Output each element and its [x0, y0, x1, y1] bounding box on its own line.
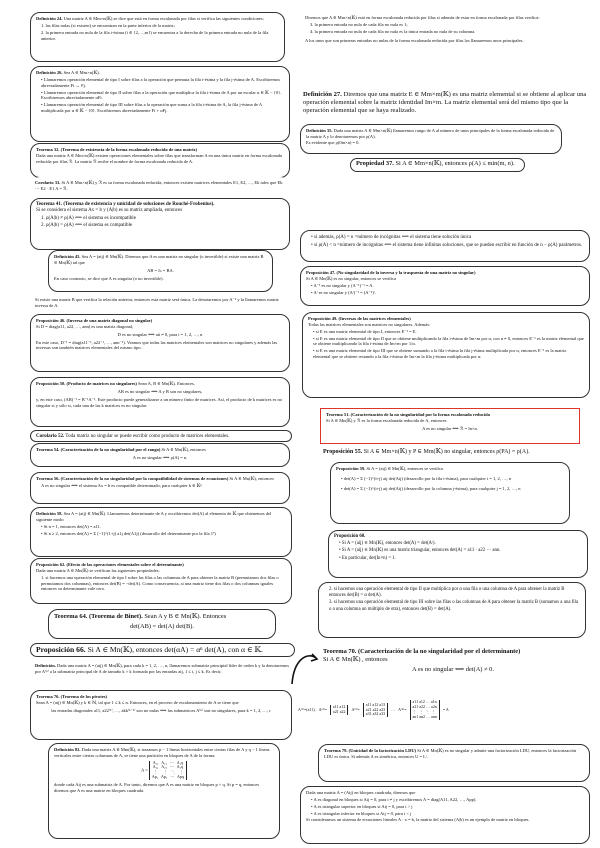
def-45-equation: AB = Iₙ = BA.: [147, 267, 174, 273]
thm-51-equation: A es no singular ⟺ ℛ = In×n.: [422, 425, 478, 431]
def-35-body: Dada una matriz A ∈ Mm×n(𝕂) llamaremos rango de A al número de unos principales de la forma escalonada reducida de la matriz A y lo denotaremos por ρ(A).: [306, 128, 555, 139]
prop-50-title: Proposición 50. (Producto de matrices no singulares): [36, 381, 137, 386]
lead-an-label: A⁽ⁿ⁾=: [398, 707, 407, 713]
cor-33-title: Corolario 33.: [35, 180, 61, 185]
def-leading-title: Definición.: [35, 663, 56, 668]
def-58-item-2: • Si n ≥ 2, entonces det(A) = Σ (−1)^(1+j) a1j det(A1j) (desarrollo del determinante por la fila 1ª): [41, 530, 216, 536]
prop-66-box: [30, 643, 295, 657]
prop-49-item-1: • si E es una matriz elemental de tipo I, entonces E⁻¹ = E.: [313, 328, 417, 334]
thm-51-box: [320, 408, 580, 444]
def-26-title: Definición 26.: [36, 70, 63, 75]
cor-52-box: [30, 430, 292, 442]
prop-47-box: [300, 266, 590, 306]
lead-a1-label: A⁽¹⁾=(a11),: [298, 707, 316, 713]
prop-46-title: Proposición 46. (Inversa de una matriz diagonal no singular): [36, 318, 153, 323]
cor-52-title: Corolario 52.: [36, 434, 65, 439]
def-26-body: Sea A ∈ Mm×n(𝕂).: [63, 70, 100, 75]
prop-62-item-3: 3. si hacemos una operación elemental de tipo III sobre las filas o las columnas de A para obtener la matriz B (sumamos a una fila o a una columna un múltiplo de otra), entonces det(B) = det(A).: [329, 600, 579, 612]
def-26-item-2: • Llamaremos operación elemental de tipo II sobre filas a la operación que multiplica la fila i-ésima de A por un escalar α ∈ 𝕂 − {0}. Escribiremos abreviadamente αFi.: [41, 89, 282, 101]
def-82-title: Definición 82.: [54, 747, 81, 752]
def-58-body: Sea A = (aij) ∈ Mn(𝕂). Llamaremos determinante de A y escribiremos det(A) al elemento de 𝕂 que obtenemos del siguiente modo: [36, 511, 272, 522]
thm-41-title: Teorema 41. (Teorema de existencia y unicidad de soluciones de Rouché-Frobenius).: [36, 202, 215, 207]
prop-59-item-1: • det(A) = Σ (−1)^(i+j) aij det(Aij) (desarrollo por la fila i-ésima), para cualquier i = 1, 2, …, n: [341, 475, 512, 481]
block-types-box: [300, 786, 590, 844]
thm-64-body: Sean A y B ∈ Mn(𝕂). Entonces: [144, 613, 227, 620]
cor-33-box: [30, 177, 290, 197]
prop-59-box: [330, 462, 570, 524]
thm-56-body: Si A ∈ Mn(𝕂), entonces: [229, 476, 274, 481]
def-26-item-3: • Llamaremos operación elemental de tipo III sobre filas a la operación que suma a la fila i-ésima de A, la fila j-ésima de A multiplicada por α ∈ 𝕂 − {0}. Escribiremos abreviadamente Fi + αFj.: [41, 102, 262, 114]
def-45-note: En caso contrario, se dice que A es singular (o no invertible).: [54, 275, 164, 281]
def-reduced-note: A los unos que son primeras entradas no nulas de la forma escalonada reducida por filas los llamaremos unos principales.: [305, 37, 524, 43]
def-reduced-body: Diremos que A ∈ Mm×n(𝕂) está en forma escalonada reducida por filas si además de estar en forma escalonada por filas verifica:: [305, 15, 540, 20]
def-24-box: [30, 12, 285, 62]
prop-49-item-3: • si E es una matriz elemental de tipo III que se obtiene sumando a la fila i-ésima la fila j-ésima multiplicada por α, entonces E⁻¹ es la matriz elemental que se obtiene restando a la fila i-ésima de Im×m la fila j-ésima multiplicada por α.: [313, 348, 567, 360]
prop-62-body: Dada una matriz A ∈ Mn(𝕂) se verifican las siguientes propiedades:: [36, 567, 160, 573]
prop-37-body: Si A ∈ Mm×n(𝕂), entonces ρ(A) ≤ min(m, n).: [395, 160, 515, 167]
prop-60-item-3: • En particular, det(In×n) = 1.: [339, 555, 396, 561]
inverse-note: [30, 294, 290, 312]
def-82-body: Dada una matriz A ∈ Mm(𝕂), si trazamos p − 1 líneas horizontales entre ciertas filas de A y q − 1 líneas verticales entre ciertas columnas de A, se tiene una partición en bloques de A de la forma:: [54, 747, 270, 758]
def-27-box: [298, 88, 593, 120]
inverse-note-text: Si existe una matriz B que verifica la relación anterior, entonces esta matriz será única. La denotaremos por A⁻¹ y la llamaremos matriz inversa de A.: [35, 297, 279, 308]
prop-55-box: [320, 448, 590, 461]
prop-49-body: Todas las matrices elementales son matrices no singulares. Además:: [308, 321, 431, 327]
prop-66-title: Proposición 66.: [36, 645, 86, 654]
block-types-item-2: • A es triangular superior en bloques si Aij = 0, para i > j: [311, 803, 413, 809]
lead-an-matrix: a11 a12 … a1n a21 a22 … a2n ⋮ ⋮ ⋱ ⋮ an1 an2 … ann: [410, 700, 440, 719]
thm-70-title: Teorema 70. (Caracterización de la no singularidad por el determinante): [323, 648, 521, 655]
thm-54-box: [30, 443, 290, 467]
prop-46-note: En este caso, D⁻¹ = diag(a11⁻¹, a22⁻¹, …, ann⁻¹). Veamos que todas las matrices elementales son matrices no singulares y además las inversas son también matrices elementales del mismo tipo.: [36, 339, 278, 351]
thm-70-box: [318, 645, 588, 685]
thm-41-item-2: 2. ρ(A|b) = ρ(A) ⟺ el sistema es compatible: [41, 222, 133, 228]
def-24-item-1: 1. las filas nulas (si existen) se encuentran en la parte inferior de la matriz;: [41, 22, 175, 28]
prop-47-item-2: • Aᵗ es no singular y (Aᵗ)⁻¹ = (A⁻¹)ᵗ.: [311, 289, 376, 295]
prop-49-item-2: • si E es una matriz elemental de tipo II que se obtiene multiplicando la fila i-ésima de Im×m por α, con α ≠ 0, entonces E⁻¹ es la matriz elemental que se obtiene multiplicando la fila i-ésima de Im×m por 1/α.: [313, 335, 584, 347]
thm-79-body: Si A ∈ Mn(𝕂) es no singular y admite una factorización LDU, entonces la factorización LDU es única. Si además A es simétrica, entonces U = Lᵗ.: [324, 748, 577, 759]
prop-60-item-2: • Si A = (aij) ∈ Mn(𝕂) es una matriz triangular, entonces det(A) = a11 · a22 ⋯ ann.: [339, 548, 501, 554]
def-24-title: Definición 24.: [36, 16, 63, 21]
thm-41-box: [30, 198, 290, 250]
prop-37-title: Propiedad 37.: [356, 160, 394, 167]
thm-79-title: Teorema 79. (Unicidad de la factorización LDU): [324, 748, 417, 753]
def-45-body: Sea A = (aij) ∈ Mn(𝕂). Diremos que A es una matriz no singular (o invertible) si existe una matriz B ∈ Mn(𝕂) tal que: [54, 254, 264, 265]
prop-49-title: Proposición 49. (Inversas de las matrices elementales): [308, 316, 411, 321]
thm-70-body: Si A ∈ Mn(𝕂) , entonces: [323, 656, 388, 663]
prop-62-item-1: 1. si hacemos una operación elemental de tipo I sobre las filas o las columnas de A para obtener la matriz B (permutamos dos filas o permutamos dos columnas), entonces det(B) = −det(A). Como consecuencia, si una matriz tiene dos filas o dos columnas iguales entonces su determinante vale cero.: [41, 574, 279, 592]
block-matrix-label: A =: [141, 767, 148, 773]
prop-50-box: [30, 377, 290, 427]
prop-62-item-2: 2. si hacemos una operación elemental de tipo II que multiplica por α una fila o una columna de A para obtener la matriz B entonces det(B) = α det(A).: [329, 587, 565, 599]
lead-a3-label: A⁽³⁾=: [351, 707, 360, 713]
curved-arrow-icon: [290, 648, 320, 688]
prop-46-box: [30, 314, 290, 372]
def-leading-box: [30, 660, 295, 688]
prop-55-title: Proposición 55.: [323, 449, 363, 455]
def-82-note: donde cada Aij es una submatriz de A. Por tanto, diremos que A es una matriz en bloques p × q. Si p = q, entonces diremos que A es una matriz en bloques cuadrada.: [54, 781, 260, 793]
thm-56-box: [30, 472, 290, 504]
block-types-body: Dada una matriz A = (Aij) en bloques cuadrada, diremos que: [306, 790, 416, 795]
thm-32-body: Dada una matriz A ∈ Mm×n(𝕂) existen operaciones elementales sobre filas que transforman A en una única matriz en forma escalonada reducida por filas ℛ. La matriz ℛ recibe el nombre de forma escalonada reducida de A.: [36, 152, 282, 164]
leading-submatrices: [298, 693, 596, 727]
lead-a3-matrix: a11 a12 a13 a21 a22 a23 a31 a32 a33: [363, 703, 388, 717]
thm-79-box: [318, 744, 590, 782]
thm-54-equation: A es no singular ⟺ ρ(A) = n.: [132, 454, 188, 460]
prop-60-title: Proposición 60.: [334, 534, 366, 539]
def-35-title: Definición 35.: [306, 128, 333, 133]
def-leading-body: Dada una matriz A = (aij) ∈ Mn(𝕂), para cada k = 1, 2, …, n, llamaremos submatriz principial líder de orden k y la denotaremos por A⁽ᵏ⁾ a la submatriz principal de A de tamaño k × k formada por las entradas aij, 1 ≤ i, j ≤ k. Es decir,: [35, 663, 289, 674]
thm-70-equation: A es no singular ⟺ det(A) ≠ 0.: [412, 666, 494, 673]
block-matrix-entries: A₁₁ A₁₂ ⋯ A₁q A₂₁ A₂₂ ⋯ A₂q ⋮ ⋮ ⋱ ⋮ Ap₁ Ap₂ ⋯ Apq: [149, 761, 187, 780]
def-27-title: Definición 27.: [303, 91, 342, 98]
def-26-item-1: • Llamaremos operación elemental de tipo I sobre filas a la operación que permuta la fila i-ésima y la fila j-ésima de A. Escribiremos abreviadamente Fi ↔ Fj.: [41, 76, 280, 88]
prop-66-body: Si A ∈ Mn(𝕂), entonces det(αA) = αⁿ det(A), con α ∈ 𝕂.: [87, 645, 263, 654]
lead-a2-label: A⁽²⁾=: [318, 707, 327, 713]
def-58-item-1: • Si n = 1, entonces det(A) = a11.: [41, 523, 101, 529]
def-58-box: [30, 507, 292, 557]
thm-64-box: [48, 609, 276, 639]
thm-64-title: Teorema 64. (Teorema de Binet).: [54, 613, 143, 620]
thm-76-title: Teorema 76. (Teorema de los pivotes): [36, 694, 107, 699]
thm-64-equation: det(AB) = det(A) det(B).: [130, 623, 194, 630]
prop-59-title: Proposición 59.: [336, 466, 366, 471]
thm-41-item-1: 1. ρ(A|b) ≠ ρ(A) ⟺ el sistema es incompatible: [41, 215, 136, 221]
def-26-box: [30, 66, 290, 142]
prop-59-item-2: • det(A) = Σ (−1)^(i+j) aij det(Aij) (desarrollo por la columna j-ésima), para cualquier j = 1, 2, …, n: [341, 485, 521, 491]
thm-32-box: [30, 143, 290, 178]
def-reduced-item-3: 3. la primera entrada no nula de cada fila no nula es 1;: [310, 21, 408, 27]
prop-55-body: Si A ∈ Mm×n(𝕂) y P ∈ Mm(𝕂) no singular, entonces ρ(PA) = ρ(A).: [363, 449, 530, 455]
prop-59-body: Si A = (aij) ∈ Mn(𝕂), entonces se verifica: [366, 466, 443, 471]
prop-47-item-1: • A⁻¹ es no singular y (A⁻¹)⁻¹ = A.: [311, 282, 374, 288]
prop-37-box: [350, 158, 525, 172]
uniqueness-item-2: • si ρ(A) < n =número de incógnitas ⟺ el sistema tiene infinitas soluciones, que se pueden escribir en función de n − ρ(A) parámetros.: [311, 242, 583, 248]
block-matrix: [54, 761, 274, 780]
def-reduced-item-4: 4. la primera entrada no nula de cada fila no nula es la única entrada no nula de su columna.: [310, 28, 476, 34]
prop-62-box: [30, 558, 292, 604]
prop-46-equation: D es no singular ⟺ aii ≠ 0, para i = 1, 2, …, n: [117, 331, 203, 337]
def-24-body: Una matriz A ∈ Mm×n(𝕂) se dice que está en forma escalonada por filas si verifica las siguientes condiciones:: [63, 16, 264, 21]
thm-51-body: Si A ∈ Mn(𝕂) y ℛ es la forma escalonada reducida de A, entonces: [326, 417, 447, 423]
thm-56-title: Teorema 56. (Caracterización de la no singularidad por la compatibilidad de sistemas de ecuaciones): [36, 476, 229, 481]
thm-56-statement: A es no singular ⟺ el sistema Ax = b es compatible determinado, para cualquier b ∈ 𝕂ⁿ: [41, 482, 202, 488]
cor-52-body: Toda matriz no singular se puede escribir como producto de matrices elementales.: [65, 434, 230, 439]
prop-60-item-1: • Si A = (aij) ∈ Mn(𝕂), entonces det(A) = det(Aᵗ).: [339, 541, 436, 547]
def-35-box: [300, 124, 562, 154]
prop-62-cont-box: [318, 582, 586, 638]
prop-46-body: Si D = diag(a11, a22, …, ann) es una matriz diagonal,: [36, 323, 134, 329]
def-82-box: [48, 743, 280, 839]
lead-ellipsis: …: [391, 707, 396, 713]
def-24-item-2: 2. la primera entrada no nula de la fila i-ésima (i ∈ {2,…,m}) se encuentra a la derecha de la primera entrada no nula de la fila anterior.: [41, 29, 269, 41]
prop-49-box: [302, 312, 590, 398]
prop-50-note: y, en este caso, (AB)⁻¹ = B⁻¹A⁻¹. Este producto puede generalizarse a un número finito de matrices. Así, el producto de k matrices es no singular si y sólo si, cada una de las k matrices es no singular.: [36, 396, 282, 408]
block-types-item-3: • A es triangular inferior en bloques si Aij = 0, para i < j: [311, 810, 412, 816]
thm-76-equation: las entradas diagonales a11, a22⁽¹⁾, …, akk⁽ᵏ⁻¹⁾ son no nulas ⟺ las submatrices A⁽ᵏ⁾ son no singulares, para k = 1, 2, …, r: [51, 707, 271, 713]
cor-33-body: Si A ∈ Mm×n(𝕂) y ℛ es su forma escalonada reducida, entonces existen matrices elementales E1, E2, …, Ek tales que Ek ⋯ E2 · E1 A = ℛ.: [35, 180, 283, 191]
thm-51-title: Teorema 51. (Caracterización de la no singularidad por la forma escalonada reducida: [326, 412, 490, 417]
prop-60-box: [328, 530, 588, 578]
uniqueness-box: [300, 230, 590, 262]
def-35-note: Es evidente que ρ(0m×n) = 0.: [306, 139, 360, 145]
prop-47-title: Proposición 47. (No singularidad de la inversa y la traspuesta de una matriz no singular): [306, 270, 476, 275]
block-types-item-1: • A es diagonal en bloques si Aij = 0, para i ≠ j y escribiremos A = diag(A11, A22, …, App).: [311, 796, 477, 802]
def-58-title: Definición 58.: [36, 511, 63, 516]
prop-47-body: Si A ∈ Mn(𝕂) es no singular, entonces se verifica: [306, 275, 397, 281]
thm-54-title: Teorema 54. (Caracterización de la no singularidad por el rango): [36, 447, 161, 452]
def-45-box: [48, 250, 273, 292]
uniqueness-item-1: • si además, ρ(A) = n =número de incógnitas ⟺ el sistema tiene solución única: [311, 235, 472, 240]
thm-76-body: Sean A = (aij) ∈ Mn(𝕂) y k ∈ ℕ, tal que 1 ≤ k ≤ n. Entonces, en el proceso de escalonamiento de A se tiene que: [36, 699, 239, 705]
lead-a2-matrix: a11 a12 a21 a22: [330, 705, 349, 715]
def-45-title: Definición 45.: [54, 254, 81, 259]
prop-50-body: Sean A, B ∈ Mn(𝕂). Entonces,: [138, 381, 195, 386]
thm-41-body: Si se considera el sistema Ax = b y (A|b) es su matriz ampliada, entonces: [36, 208, 183, 214]
prop-62-title: Proposición 62. (Efecto de las operaciones elementales sobre el determinante): [36, 562, 184, 567]
thm-32-title: Teorema 32. (Teorema de existencia de la forma escalonada reducida de una matriz): [36, 147, 198, 152]
def-reduced-box: [300, 12, 590, 82]
thm-76-box: [30, 690, 292, 740]
thm-54-body: Si A ∈ Mn(𝕂), entonces: [161, 447, 206, 452]
block-types-note: Si consideramos un sistema de ecuaciones lineales A · x = b, la matriz del sistema (A|b) es un ejemplo de matriz en bloques.: [306, 817, 530, 823]
prop-50-equation: AB es no singular ⟺ A y B son no singulares,: [117, 388, 203, 394]
lead-equals-a: = A: [442, 707, 449, 713]
def-27-body: Diremos que una matriz E ∈ Mm×m(𝕂) es una matriz elemental si se obtiene al aplicar una operación elemental sobre la matriz identidad Im×m. La matriz elemental será del mismo tipo que la operación elemental que se haya realizado.: [303, 91, 587, 115]
